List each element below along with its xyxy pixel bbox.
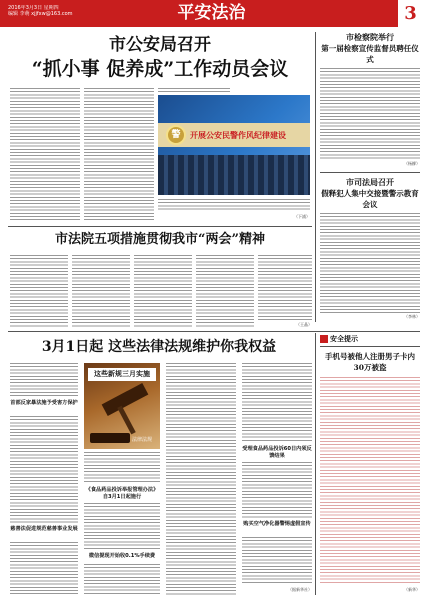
lead-headline: “抓小事 促养成”工作动员会议 [31, 58, 289, 80]
safety-headline: 手机号被他人注册男子卡内30万被盗 [325, 352, 415, 372]
two-sessions-col-4 [196, 255, 254, 327]
story-divider [320, 346, 420, 347]
section-title: 平安法治 [177, 3, 246, 23]
two-sessions-headline: 市法院五项措施贯彻我市“两会”精神 [55, 232, 265, 247]
column-divider [315, 333, 316, 595]
right-story-2-body [320, 213, 420, 313]
lead-body-col-3 [158, 88, 230, 92]
right-story-1-credit: （杨柳） [404, 161, 420, 166]
new-laws-credit: （据新华社） [288, 587, 312, 592]
right-story-1-kicker: 市检察院举行 [346, 32, 394, 42]
new-laws-subhead-5: 受理食品药品投诉60日内须反馈结果 [242, 446, 312, 459]
new-laws-subhead-1: 首部反家暴法施予受害方保护 [10, 400, 78, 406]
photo-subtitle: 法律法规 [132, 437, 153, 443]
issue-date: 2016年3月3日 星期四 [8, 5, 59, 11]
right-story-1-headline: 第一届检察宣传监督员聘任仪式 [321, 44, 419, 64]
gavel-photo [84, 363, 160, 449]
new-laws-col-4-body [242, 363, 312, 443]
new-laws-col-2-body-2 [84, 503, 160, 551]
safety-section-label: 安全提示 [330, 335, 358, 343]
new-laws-col-2-body [84, 452, 160, 484]
lead-kicker: 市公安局召开 [109, 35, 211, 55]
right-story-1-body [320, 68, 420, 160]
story-divider [320, 172, 420, 173]
photo-title: 这些新规三月实施 [88, 368, 156, 381]
two-sessions-col-1 [10, 255, 68, 327]
police-emblem-icon: 警 [166, 125, 186, 145]
new-laws-subhead-2: 慈善法促进规范慈善事业发展 [10, 526, 78, 532]
right-story-2-credit: （李林） [404, 314, 420, 319]
two-sessions-col-5 [258, 255, 312, 321]
lead-body-col-2 [84, 88, 154, 220]
page-number: 3 [398, 0, 423, 27]
photo-banner-text: 开展公安民警作风纪律建设 [190, 130, 286, 140]
section-marker-icon [320, 335, 328, 343]
column-divider [315, 32, 316, 322]
safety-body [320, 377, 420, 585]
new-laws-col-1-body-2 [10, 542, 78, 594]
two-sessions-col-3 [134, 255, 192, 327]
lead-credit: （下浦） [294, 214, 310, 219]
safety-credit: （新华） [404, 587, 420, 592]
new-laws-col-4-body-2 [242, 462, 312, 518]
new-laws-col-1-body [10, 416, 78, 524]
lead-photo [158, 95, 310, 195]
new-laws-subhead-4: 微信提现开始收0.1%手续费 [88, 553, 156, 559]
lead-body-col-1 [10, 88, 80, 220]
editor-credit: 编辑 李萌 xjjfxw@163.com [8, 11, 73, 17]
new-laws-subhead-6: 购买空气净化器警惕虚假宣传 [243, 521, 311, 527]
right-story-2-headline: 假释犯人集中交接暨警示教育会议 [321, 189, 419, 209]
new-laws-headline: 3月1日起 这些法律法规维护你我权益 [41, 339, 277, 355]
new-laws-col-1-intro [10, 363, 78, 398]
new-laws-subhead-3: 《食品药品投诉举报管理办法》自3月1日起施行 [85, 487, 159, 500]
new-laws-col-2-body-3 [84, 564, 160, 594]
two-sessions-col-2 [72, 255, 130, 327]
new-laws-col-4-body-3 [242, 537, 312, 585]
new-laws-col-3 [166, 363, 236, 595]
two-sessions-credit: （王晶） [296, 322, 312, 327]
right-story-2-kicker: 市司法局召开 [346, 177, 394, 187]
lead-caption [158, 199, 310, 212]
story-divider [8, 331, 420, 332]
story-divider [8, 226, 312, 227]
